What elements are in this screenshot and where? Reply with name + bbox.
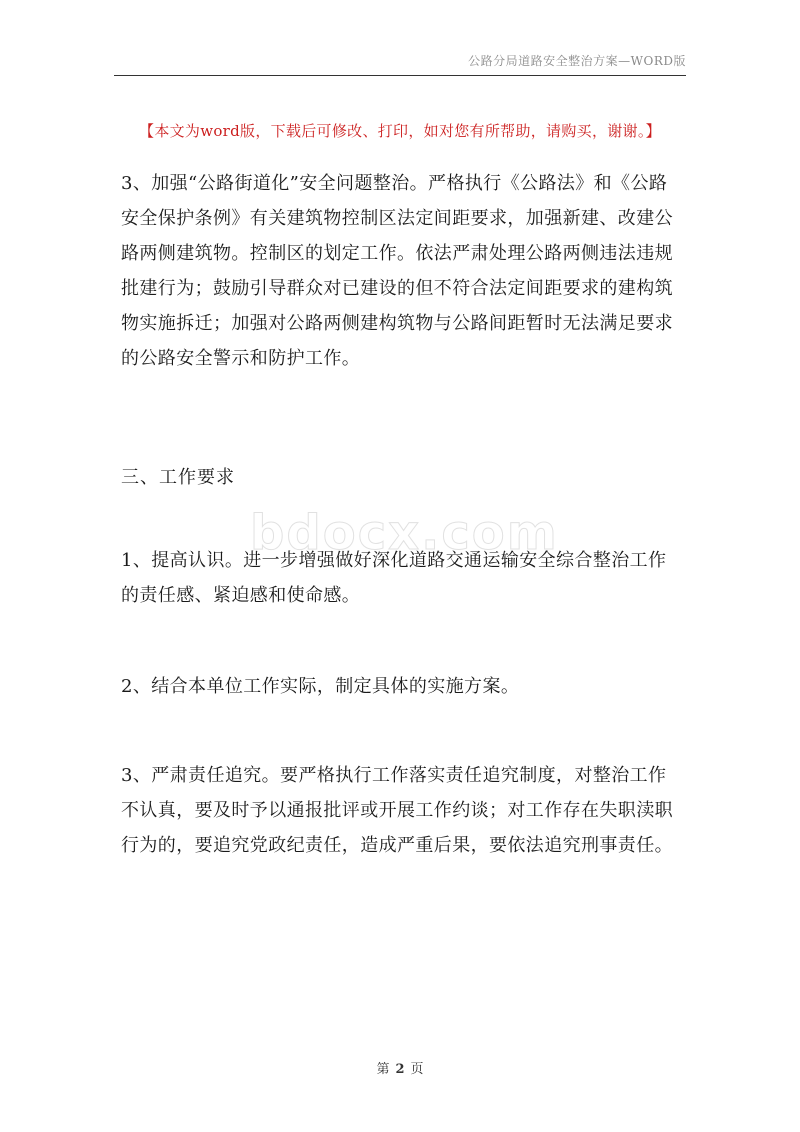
page-label-suffix: 页 [410,1062,424,1077]
watermark: bdocx.com [250,505,559,561]
page-footer [0,1058,800,1077]
paragraph-requirement-1: 1、提高认识。进一步增强做好深化道路交通运输安全综合整治工作的责任感、紧迫感和使命感。 [121,550,667,606]
header-divider [114,75,686,76]
download-notice: 【本文为word版，下载后可修改、打印，如对您有所帮助，请购买，谢谢。】 [139,122,661,140]
paragraph-item-3: 3、加强“公路街道化”安全问题整治。严格执行《公路法》和《公路安全保护条例》有关建筑物控制区法定间距要求，加强新建、改建公路两侧建筑物。控制区的划定工作。依法严肃处理公路两侧违法违规批建行为；鼓励引导群众对已建设的但不符合法定间距要求的建构筑物实施拆迁；加强对公路两侧建构筑物与公路间距暂时无法满足要求的公路安全警示和防护工作。 [121,173,673,369]
page-label-prefix: 第 [376,1062,390,1077]
page-number: 2 [395,1062,405,1077]
paragraph-requirement-2: 2、结合本单位工作实际，制定具体的实施方案。 [121,676,520,697]
section-heading-requirements: 三、工作要求 [121,467,235,488]
running-header: 公路分局道路安全整治方案—WORD版 [468,54,686,68]
paragraph-requirement-3: 3、严肃责任追究。要严格执行工作落实责任追究制度，对整治工作不认真，要及时予以通报批评或开展工作约谈；对工作存在失职渎职行为的，要追究党政纪责任，造成严重后果，要依法追究刑事责任。 [121,765,673,856]
